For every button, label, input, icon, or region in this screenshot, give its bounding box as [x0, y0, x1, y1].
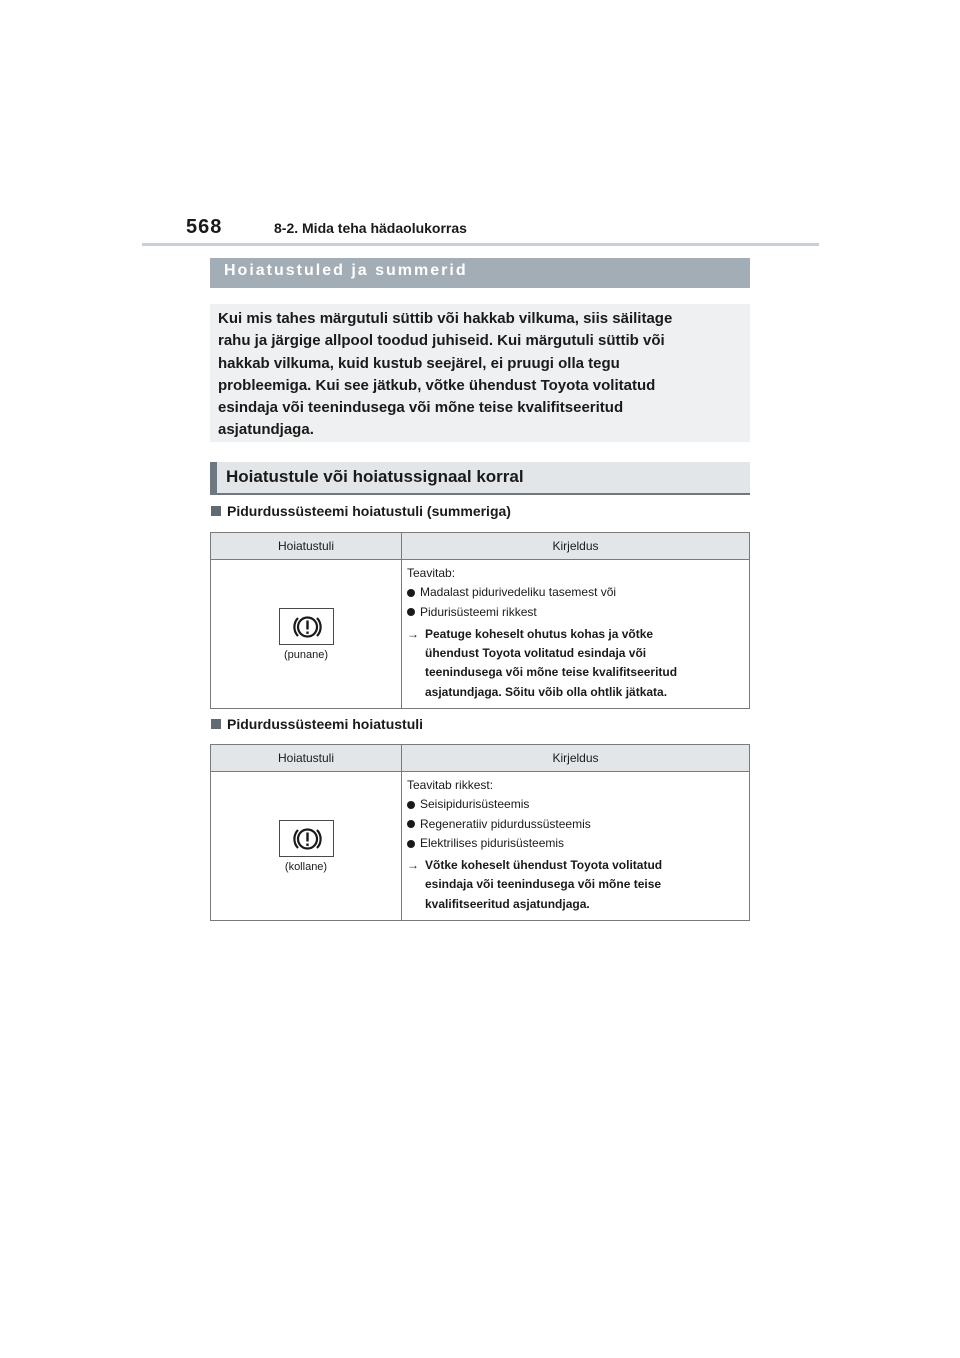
action-line: esindaja või teenindusega või mõne teise: [425, 877, 662, 892]
table-heading: [211, 503, 511, 519]
action-line: ühendust Toyota volitatud esindaja või: [425, 646, 647, 661]
section-reference: 8-2. Mida teha hädaolukorras: [274, 220, 467, 236]
column-header-light: Hoiatustuli: [211, 745, 402, 772]
light-color-caption: (punane): [283, 648, 329, 661]
action-text: [425, 856, 744, 914]
intro-line: Kui mis tahes märgutuli süttib või hakkab vilkuma, siis säilitage: [218, 310, 673, 327]
action-text: [425, 625, 744, 702]
action-line: teenindusega või mõne teise kvalifitseeritud: [425, 665, 678, 680]
warning-table: [210, 744, 750, 921]
table-header-row: [211, 533, 750, 560]
list-item: [407, 815, 744, 834]
action-line: asjatundjaga. Sõitu võib olla ohtlik jätkata.: [425, 684, 668, 699]
bullet-dot-icon: [407, 608, 415, 616]
description-intro: Teavitab:: [407, 566, 456, 580]
bullet-dot-icon: [407, 589, 415, 597]
intro-line: hakkab vilkuma, kuid kustub seejärel, ei pruugi olla tegu: [218, 354, 620, 372]
bullet-dot-icon: [407, 840, 415, 848]
page-number: 568: [186, 216, 223, 238]
intro-line: probleemiga. Kui see jätkub, võtke ühendust Toyota volitatud: [218, 376, 656, 394]
table-heading-text: Pidurdussüsteemi hoiatustuli (summeriga): [227, 503, 511, 519]
list-item: [407, 583, 744, 602]
square-bullet-icon: [211, 719, 221, 729]
section-title: Hoiatustuled ja summerid: [224, 262, 468, 279]
list-item-text: Pidurisüsteemi rikkest: [420, 604, 537, 619]
list-item: [407, 603, 744, 622]
section-title-bar: [210, 258, 750, 288]
arrow-icon: →: [407, 858, 419, 873]
subheading: [210, 462, 750, 495]
table-header-row: [211, 745, 750, 772]
column-header-description: Kirjeldus: [402, 533, 750, 560]
table-row: [211, 560, 750, 709]
arrow-icon: →: [407, 626, 419, 641]
table-heading: [211, 716, 423, 732]
list-item-text: Regeneratiiv pidurdussüsteemis: [420, 816, 591, 831]
bullet-dot-icon: [407, 820, 415, 828]
list-item-text: Madalast pidurivedeliku tasemest või: [420, 585, 617, 600]
list-item-text: Seisipidurisüsteemis: [420, 797, 530, 812]
subheading-text: Hoiatustule või hoiatussignaal korral: [226, 467, 524, 486]
warning-light-cell: [211, 772, 402, 921]
description-cell: [402, 560, 750, 709]
intro-box: [210, 304, 750, 442]
column-header-light: Hoiatustuli: [211, 533, 402, 560]
description-cell: [402, 772, 750, 921]
header-divider: [142, 243, 819, 246]
intro-line: esindaja või teenindusega või mõne teise kvalifitseeritud: [218, 399, 624, 417]
action-instruction: [407, 856, 744, 914]
action-instruction: [407, 625, 744, 702]
bullet-dot-icon: [407, 801, 415, 809]
warning-table: [210, 532, 750, 709]
brake-warning-icon: [279, 608, 334, 645]
square-bullet-icon: [211, 506, 221, 516]
table-row: [211, 772, 750, 921]
brake-warning-icon: [279, 820, 334, 857]
light-color-caption: (kollane): [284, 860, 328, 873]
action-line: Võtke koheselt ühendust Toyota volitatud: [425, 858, 663, 873]
action-line: Peatuge koheselt ohutus kohas ja võtke: [425, 626, 654, 641]
list-item: [407, 834, 744, 853]
warning-light-cell: [211, 560, 402, 709]
description-intro: Teavitab rikkest:: [407, 778, 494, 792]
intro-line: rahu ja järgige allpool toodud juhiseid. Kui märgutuli süttib või: [218, 332, 665, 350]
list-item-text: Elektrilises pidurisüsteemis: [420, 835, 565, 850]
intro-line: asjatundjaga.: [218, 421, 314, 439]
action-line: kvalifitseeritud asjatundjaga.: [425, 896, 590, 911]
intro-text: [218, 308, 742, 442]
table-heading-text: Pidurdussüsteemi hoiatustuli: [227, 716, 424, 732]
column-header-description: Kirjeldus: [402, 745, 750, 772]
list-item: [407, 795, 744, 814]
